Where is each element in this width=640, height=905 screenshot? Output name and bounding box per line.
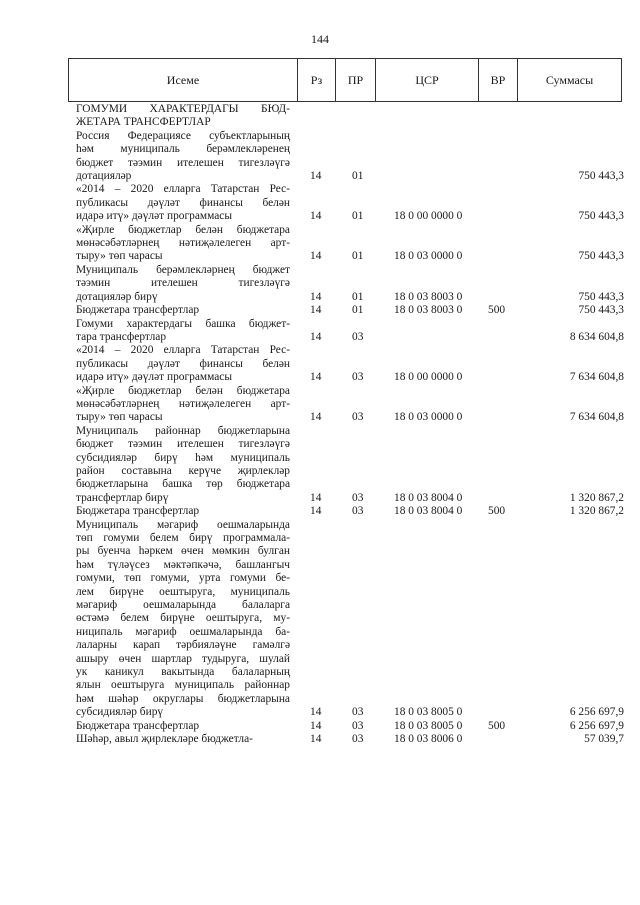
row-name-line: ры буенча һәркем өчен мөмкин булган [76, 545, 290, 558]
row-pr: 03 [352, 706, 364, 719]
row-rz: 14 [310, 491, 322, 504]
row-name-line: «Җирле бюджетлар белән бюджетара [76, 223, 290, 236]
row-vr: 500 [488, 719, 506, 732]
row-rz: 14 [310, 304, 322, 317]
row-pr: 03 [352, 733, 364, 746]
row-csr: 18 0 00 0000 0 [394, 371, 463, 384]
table-row [0, 224, 640, 264]
row-rz: 14 [310, 411, 322, 424]
row-rz: 14 [310, 250, 322, 263]
row-pr: 03 [352, 330, 364, 343]
row-pr: 03 [352, 719, 364, 732]
row-pr: 01 [352, 250, 364, 263]
row-name-line: субсидияләр бирү һәм муниципаль [76, 451, 290, 464]
row-csr: 18 0 03 8004 0 [394, 491, 463, 504]
row-csr: 18 0 03 0000 0 [394, 411, 463, 424]
table-body [0, 103, 640, 747]
table-row [0, 720, 640, 733]
row-name [76, 318, 290, 345]
row-name-line: идарә итү» дәүләт программасы [76, 371, 232, 384]
row-name-line: Муниципаль районнар бюджетларына [76, 424, 290, 437]
row-pr: 03 [352, 371, 364, 384]
row-name [76, 733, 290, 746]
row-rz: 14 [310, 290, 322, 303]
row-name-line: ниципаль мәгариф оешмаларында ба- [76, 625, 290, 638]
row-name [76, 519, 290, 720]
row-name-line: публикасы дәүләт финансы белән [76, 196, 290, 209]
row-name-line: Россия Федерациясе субъектларының [76, 129, 290, 142]
row-name-line: дотацияләр бирү [76, 290, 158, 303]
row-name [76, 720, 290, 733]
row-sum: 750 443,3 [578, 250, 624, 263]
row-name-line: ГОМУМИ ХАРАКТЕРДАГЫ БЮД- [76, 103, 290, 115]
table-row [0, 183, 640, 223]
row-pr: 03 [352, 505, 364, 518]
row-name-line: Муниципаль берәмлекләрнең бюджет [76, 263, 290, 276]
row-name-line: идарә итү» дәүләт программасы [76, 210, 232, 223]
row-name-line: публикасы дәүләт финансы белән [76, 357, 290, 370]
row-csr: 18 0 03 8006 0 [394, 733, 463, 746]
row-name-line: һәм муниципаль берәмлекләренең [76, 143, 290, 156]
row-sum: 750 443,3 [578, 210, 624, 223]
row-name-line: өстәмә белем бирүне оештыруга, му- [76, 612, 290, 625]
row-name-line: ашыру өчен шартлар тудыруга, шулай [76, 652, 290, 665]
row-sum: 7 634 604,8 [569, 371, 624, 384]
row-sum: 750 443,3 [578, 304, 624, 317]
row-name-line: тәэмин ителешен тигезләүгә [76, 277, 290, 290]
row-name-line: Гомуми характердагы башка бюджет- [76, 317, 290, 330]
table-row [0, 344, 640, 384]
row-name [76, 385, 290, 425]
row-rz: 14 [310, 706, 322, 719]
row-pr: 01 [352, 290, 364, 303]
row-name-line: «Җирле бюджетлар белән бюджетара [76, 384, 290, 397]
row-name-line: лаларны карап тәрбияләүне гамәлгә [76, 639, 290, 652]
row-rz: 14 [310, 371, 322, 384]
row-pr: 01 [352, 170, 364, 183]
row-name-line: ук каникул вакытында балаларның [76, 666, 290, 679]
table-row [0, 304, 640, 317]
row-name-line: мөнәсәбәтләрнең нәтиҗәлелеген арт- [76, 237, 290, 250]
row-pr: 03 [352, 491, 364, 504]
row-csr: 18 0 03 8005 0 [394, 719, 463, 732]
row-csr: 18 0 00 0000 0 [394, 210, 463, 223]
header-name: Исеме [69, 59, 298, 101]
row-name-line: төп гомуми белем бирү программала- [76, 532, 290, 544]
row-csr: 18 0 03 8003 0 [394, 290, 463, 303]
row-name-line: Шәһәр, авыл җирлекләре бюджетла- [76, 733, 253, 746]
row-name-line: тара трансфертлар [76, 330, 167, 343]
row-rz: 14 [310, 733, 322, 746]
row-name-line: бюджет тәэмин ителешен тигезләүгә [76, 156, 290, 169]
header-sum: Суммасы [518, 59, 622, 101]
row-name [76, 344, 290, 384]
row-name-line: субсидияләр бирү [76, 706, 164, 719]
row-name [76, 264, 290, 304]
page-number: 144 [311, 32, 329, 46]
row-name [76, 130, 290, 184]
row-name [76, 183, 290, 223]
row-rz: 14 [310, 210, 322, 223]
row-sum: 7 634 604,8 [569, 411, 624, 424]
row-csr: 18 0 03 0000 0 [394, 250, 463, 263]
row-pr: 01 [352, 304, 364, 317]
row-name-line: дотацияләр [76, 170, 132, 183]
row-name-line: ялын оештыруга муниципаль районнар [76, 679, 290, 692]
row-name-line: Бюджетара трансфертлар [76, 304, 200, 317]
row-name [76, 505, 290, 518]
row-vr: 500 [488, 304, 506, 317]
row-csr: 18 0 03 8005 0 [394, 706, 463, 719]
row-name-line: һәм шәһәр округлары бюджетларына [76, 692, 290, 705]
header-rz: Рз [298, 59, 336, 101]
row-name-line: һәм түләүсез мәктәпкәчә, башлангыч [76, 558, 290, 571]
table-row [0, 318, 640, 345]
row-name-line: Бюджетара трансфертлар [76, 505, 200, 518]
table-row [0, 519, 640, 720]
row-vr: 500 [488, 505, 506, 518]
row-sum: 750 443,3 [578, 290, 624, 303]
row-name-line: бюджет тәэмин ителешен тигезләүгә [76, 438, 290, 451]
table-row [0, 425, 640, 505]
row-name-line: лем бирүне оештыруга, муниципаль [76, 585, 290, 598]
row-name-line: «2014 – 2020 елларга Татарстан Рес- [76, 344, 290, 357]
row-name-line: Муниципаль мәгариф оешмаларында [76, 518, 290, 531]
header-pr: ПР [336, 59, 376, 101]
row-name [76, 103, 290, 130]
table-row [0, 505, 640, 518]
row-name-line: мәгариф оешмаларында балаларга [76, 599, 290, 612]
table-row [0, 733, 640, 746]
row-name-line: район составына керүче җирлекләр [76, 464, 290, 477]
row-sum: 6 256 697,9 [569, 719, 624, 732]
row-name-line: Бюджетара трансфертлар [76, 719, 200, 732]
row-name-line: тыру» төп чарасы [76, 411, 163, 424]
row-rz: 14 [310, 505, 322, 518]
row-pr: 03 [352, 411, 364, 424]
row-sum: 57 039,7 [584, 733, 624, 746]
row-name-line: тыру» төп чарасы [76, 250, 163, 263]
row-name-line: «2014 – 2020 елларга Татарстан Рес- [76, 183, 290, 196]
row-csr: 18 0 03 8003 0 [394, 304, 463, 317]
table-row [0, 385, 640, 425]
row-rz: 14 [310, 719, 322, 732]
header-csr: ЦСР [376, 59, 479, 101]
row-rz: 14 [310, 330, 322, 343]
row-pr: 01 [352, 210, 364, 223]
row-rz: 14 [310, 170, 322, 183]
header-vr: ВР [479, 59, 518, 101]
row-sum: 1 320 867,2 [569, 505, 624, 518]
table-row [0, 103, 640, 130]
row-sum: 1 320 867,2 [569, 491, 624, 504]
table-row [0, 130, 640, 184]
row-sum: 750 443,3 [578, 170, 624, 183]
row-name [76, 224, 290, 264]
row-name-line: мөнәсәбәтләрнең нәтиҗәлелеген арт- [76, 397, 290, 410]
row-name [76, 304, 290, 317]
row-sum: 6 256 697,9 [569, 706, 624, 719]
row-csr: 18 0 03 8004 0 [394, 505, 463, 518]
row-sum: 8 634 604,8 [569, 330, 624, 343]
row-name [76, 425, 290, 505]
row-name-line: гомуми, төп гомуми, урта гомуми бе- [76, 572, 290, 585]
table-header [68, 58, 622, 102]
row-name-line: трансфертлар бирү [76, 491, 169, 504]
row-name-line: бюджетларына башка төр бюджетара [76, 478, 290, 491]
row-name-line: ЖЕТАРА ТРАНСФЕРТЛАР [76, 116, 211, 129]
table-row [0, 264, 640, 304]
